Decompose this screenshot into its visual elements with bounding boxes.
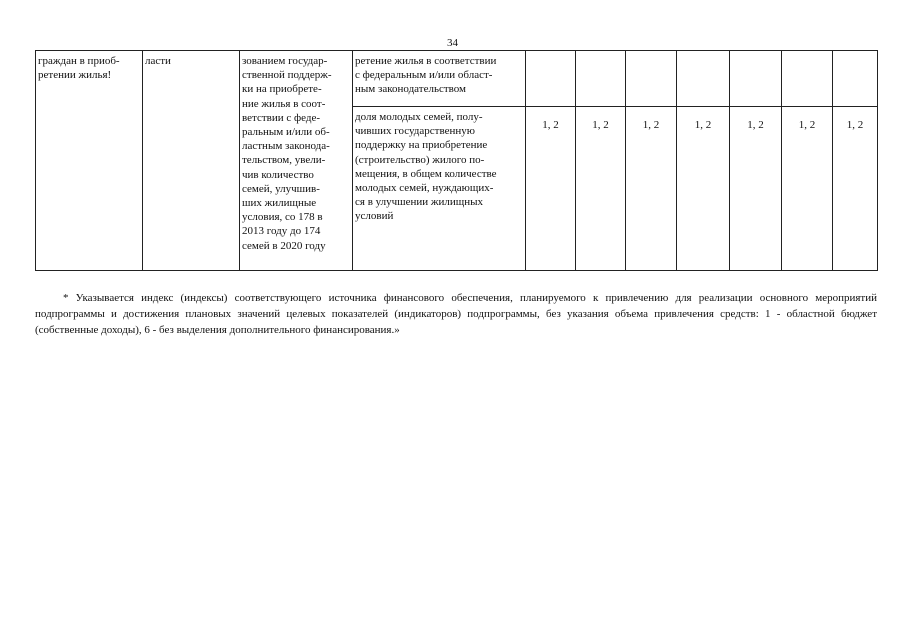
value-cell: 1, 2 [526, 107, 576, 271]
footnote: * Указывается индекс (индексы) соответствующего источника финансового обеспечения, планируемого к привлечению для реализации основного мероприятий подпрограммы и достижения плановых значений целевых показателей (индикаторов) подпрограммы, без указания объема привлечения средств: 1 - областной бюджет (собственные доходы), 6 - без выделения дополнительного финансирования.» [35, 292, 877, 336]
goal-cell: граждан в приоб- ретении жилья! [36, 51, 143, 271]
value-cell [576, 51, 626, 107]
value-cell [782, 51, 833, 107]
value-cell: 1, 2 [730, 107, 782, 271]
program-table [35, 50, 878, 271]
value-cell: 1, 2 [782, 107, 833, 271]
indicator-cell: ретение жилья в соответствии с федеральным и/или област- ным законодательством [353, 51, 526, 107]
table-row [36, 51, 878, 107]
page-number: 34 [447, 37, 458, 49]
value-cell: 1, 2 [576, 107, 626, 271]
value-cell: 1, 2 [626, 107, 677, 271]
value-cell [677, 51, 730, 107]
value-cell: 1, 2 [677, 107, 730, 271]
responsible-cell: ласти [143, 51, 240, 271]
value-cell [626, 51, 677, 107]
value-cell [526, 51, 576, 107]
indicator-cell: доля молодых семей, полу- чивших государственную поддержку на приобретение (строительство) жилого по- мещения, в общем количестве молодых семей, нуждающих- ся в улучшении жилищных условий [353, 107, 526, 271]
value-cell [730, 51, 782, 107]
value-cell [833, 51, 878, 107]
expected-result-cell: зованием государ- ственной поддерж- ки на приобрете- ние жилья в соот- ветствии с феде- ральным и/или об- ластным законода- тельством, увели- чив количество семей, улучшив- ших жилищные условия, со 178 в 2013 году до 174 семей в 2020 году [240, 51, 353, 271]
value-cell: 1, 2 [833, 107, 878, 271]
